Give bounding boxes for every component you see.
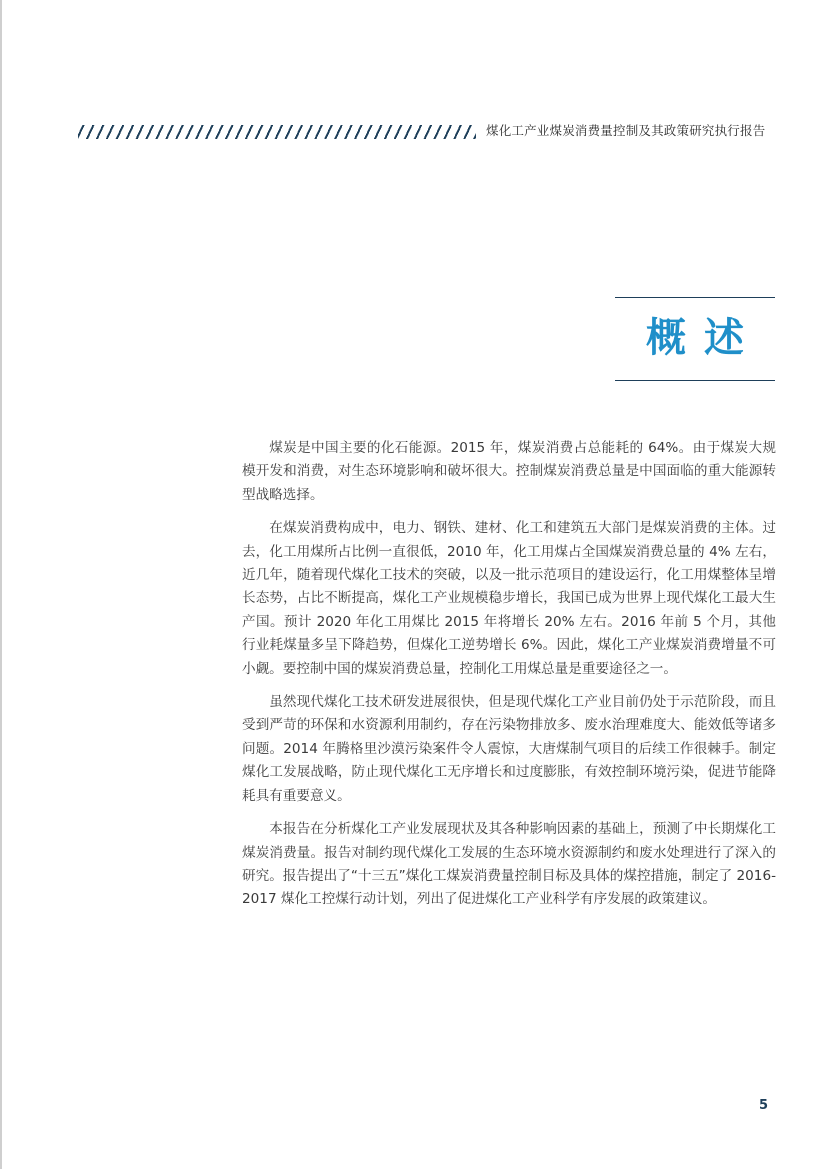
page-edge-line: [0, 0, 2, 1169]
running-header-title: 煤化工产业煤炭消费量控制及其政策研究执行报告: [486, 123, 766, 138]
page-number: 5: [758, 1098, 768, 1113]
paragraph-4: 本报告在分析煤化工产业发展现状及其各种影响因素的基础上，预测了中长期煤化工煤炭消费量。报告对制约现代煤化工发展的生态环境水资源制约和废水处理进行了深入的研究。报告提出了“十三五”煤化工煤炭消费量控制目标及具体的煤控措施，制定了 2016-2017 煤化工控煤行动计划，列出了促进煤化工产业科学有序发展的政策建议。: [242, 821, 776, 908]
paragraph-3: 虽然现代煤化工技术研发进展很快，但是现代煤化工产业目前仍处于示范阶段，而且受到严苛的环保和水资源利用制约，存在污染物排放多、废水治理难度大、能效低等诸多问题。2014 年腾格里沙漠污染案件令人震惊，大唐煤制气项目的后续工作很棘手。制定煤化工发展战略，防止现代煤化工无序增长和过度膨胀，有效控制环境污染，促进节能降耗具有重要意义。: [242, 694, 776, 804]
section-title-block: [615, 297, 775, 381]
paragraph-1: 煤炭是中国主要的化石能源。2015 年，煤炭消费占总能耗的 64%。由于煤炭大规模开发和消费，对生态环境影响和破坏很大。控制煤炭消费总量是中国面临的重大能源转型战略选择。: [242, 440, 776, 503]
paragraph-2: 在煤炭消费构成中，电力、钢铁、建材、化工和建筑五大部门是煤炭消费的主体。过去，化工用煤所占比例一直很低，2010 年，化工用煤占全国煤炭消费总量的 4% 左右，近几年，随着现代煤化工技术的突破，以及一批示范项目的建设运行，化工用煤整体呈增长态势，占比不断提高，煤化工产业规模稳步增长，我国已成为世界上现代煤化工最大生产国。预计 2020 年化工用煤比 2015 年将增长 20% 左右。2016 年前 5 个月，其他行业耗煤量多呈下降趋势，但煤化工逆势增长 6%。因此，煤化工产业煤炭消费增量不可小觑。要控制中国的煤炭消费总量，控制化工用煤总量是重要途径之一。: [242, 520, 776, 677]
decorative-hatch-bar: [78, 125, 476, 139]
section-title: 概述: [646, 315, 762, 361]
body-text: [242, 437, 776, 922]
